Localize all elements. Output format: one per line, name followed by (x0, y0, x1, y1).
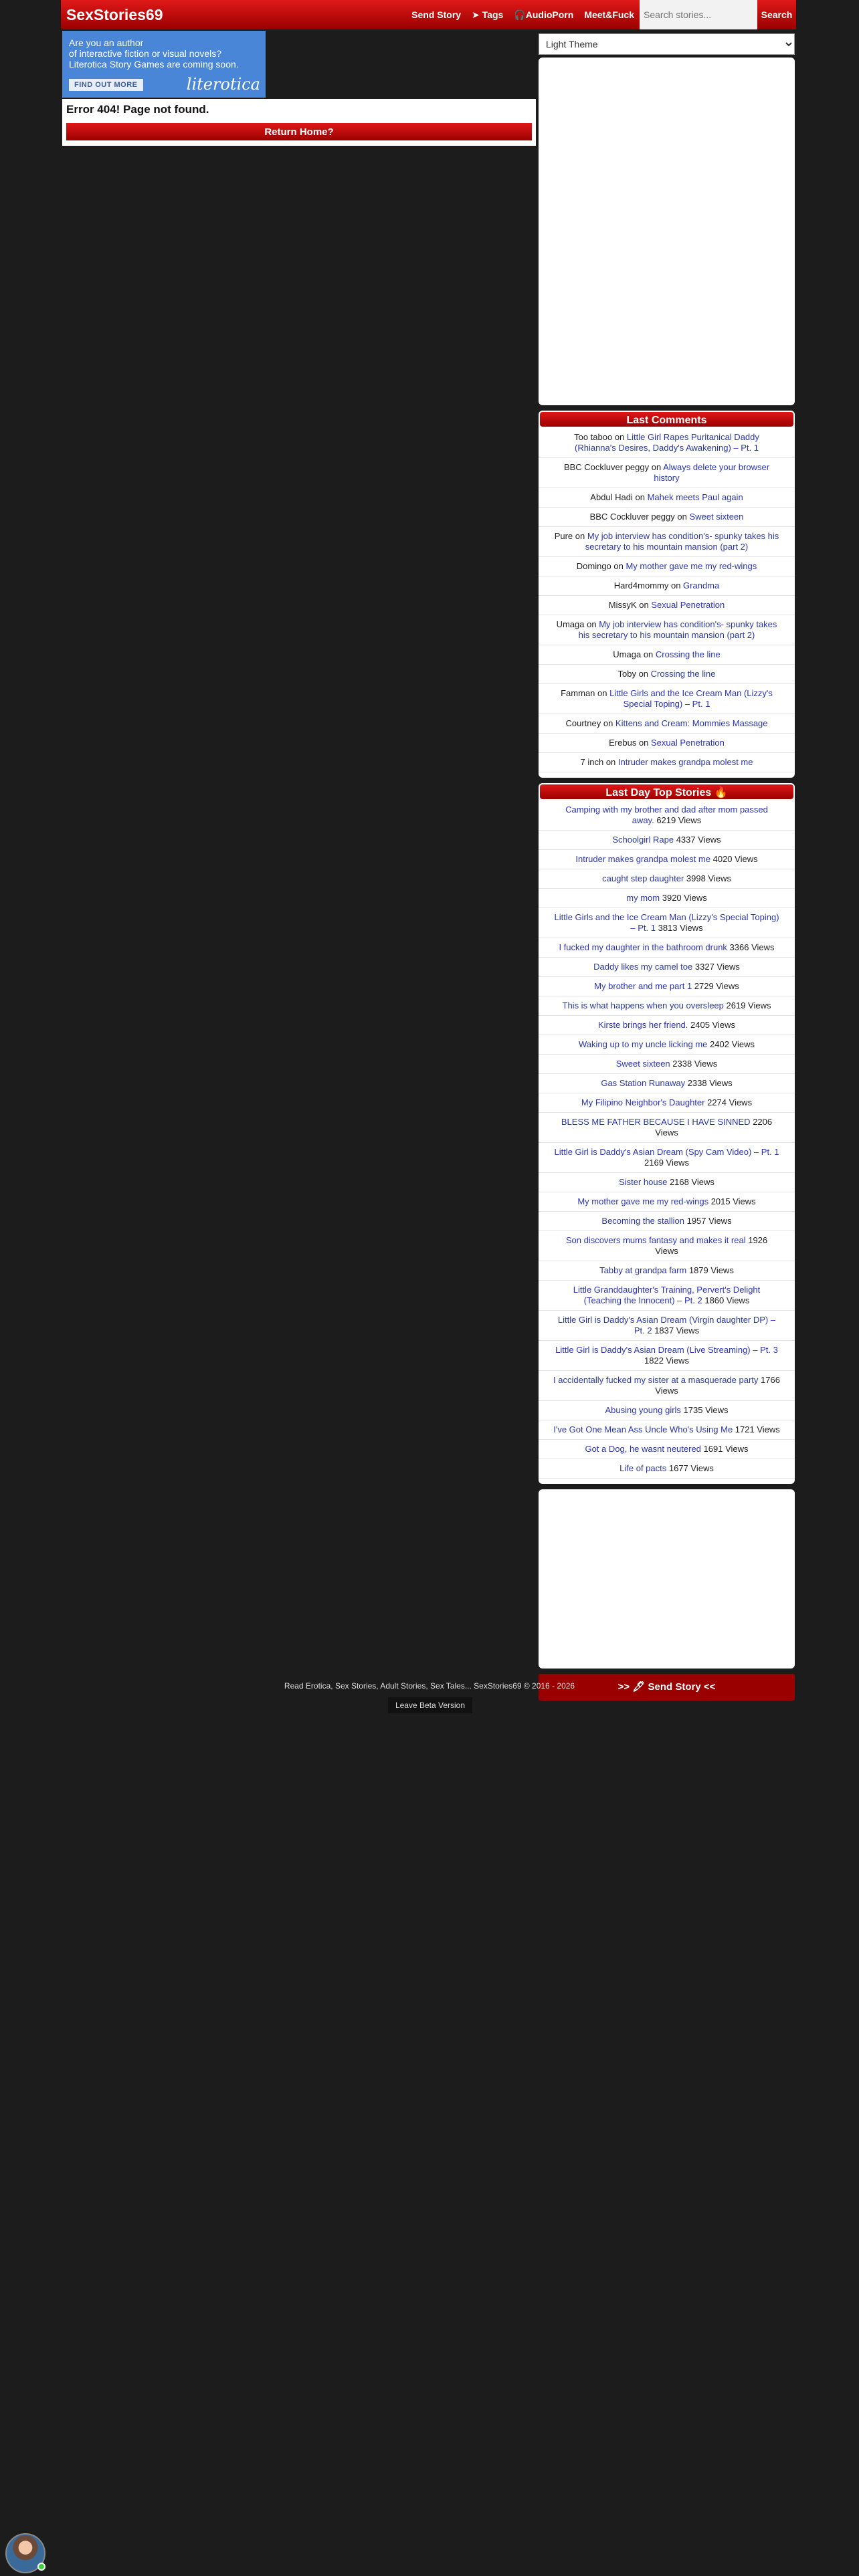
story-views: 1837 Views (652, 1325, 700, 1335)
comment-sep: on (641, 649, 656, 659)
story-row (539, 1055, 795, 1074)
story-row (539, 1311, 795, 1341)
comment-user: Courtney (565, 718, 601, 728)
comment-story-link[interactable]: Little Girl Rapes Puritanical Daddy (Rhianna's Desires, Daddy's Awakening) – Pt. 1 (575, 432, 759, 453)
story-views: 2402 Views (707, 1039, 755, 1049)
comment-user: BBC Cockluver peggy (563, 462, 650, 472)
comment-sep: on (601, 718, 615, 728)
story-link[interactable]: Sweet sixteen (615, 1059, 670, 1069)
nav-tags[interactable]: ➤ Tags (472, 9, 504, 20)
comment-row (539, 714, 795, 734)
comment-story-link[interactable]: Crossing the line (650, 669, 716, 679)
story-views: 3366 Views (727, 942, 775, 952)
story-row (539, 1143, 795, 1173)
comment-user: Toby (617, 669, 636, 679)
comment-sep: on (636, 738, 652, 748)
comment-user: Umaga (613, 649, 642, 659)
comment-row (539, 753, 795, 772)
comment-row (539, 684, 795, 714)
story-row (539, 850, 795, 869)
return-home-button[interactable]: Return Home? (66, 123, 532, 140)
leave-beta-button[interactable]: Leave Beta Version (388, 1697, 472, 1713)
site-header (61, 0, 796, 29)
comment-sep: on (636, 600, 652, 610)
story-link[interactable]: Gas Station Runaway (601, 1078, 686, 1088)
story-views: 2015 Views (708, 1196, 756, 1206)
story-link[interactable]: BLESS ME FATHER BECAUSE I HAVE SINNED (561, 1117, 751, 1127)
story-views: 3998 Views (684, 873, 731, 883)
comment-user: Hard4mommy (613, 580, 669, 591)
story-link[interactable]: My brother and me part 1 (594, 981, 692, 991)
story-link[interactable]: caught step daughter (602, 873, 684, 883)
nav-meet[interactable]: Meet&Fuck (584, 9, 634, 20)
top-stories-title: Last Day Top Stories 🔥 (539, 783, 795, 800)
story-views: 1957 Views (684, 1216, 732, 1226)
story-link[interactable]: Got a Dog, he wasnt neutered (585, 1444, 701, 1454)
comment-sep: on (636, 669, 651, 679)
comment-sep: on (595, 688, 610, 698)
story-views: 2619 Views (723, 1000, 771, 1010)
story-row (539, 1371, 795, 1401)
story-row (539, 1173, 795, 1192)
story-link[interactable]: Little Girl is Daddy's Asian Dream (Spy Cam Video) – Pt. 1 (554, 1147, 779, 1157)
story-link[interactable]: Intruder makes grandpa molest me (575, 854, 710, 864)
comment-sep: on (674, 512, 690, 522)
story-views: 1822 Views (644, 1356, 689, 1366)
comment-story-link[interactable]: Crossing the line (655, 649, 721, 659)
story-row (539, 800, 795, 831)
comment-row (539, 508, 795, 527)
online-status-icon (37, 2563, 45, 2571)
last-comments-panel (539, 411, 795, 778)
sidebar (539, 33, 795, 1701)
comment-sep: on (573, 531, 587, 541)
comment-user: Erebus (609, 738, 637, 748)
comment-user: BBC Cockluver peggy (589, 512, 675, 522)
story-row (539, 1261, 795, 1281)
comment-user: Pure (554, 531, 573, 541)
last-comments-title: Last Comments (539, 411, 795, 428)
send-story-button[interactable]: >> 🖋 Send Story << (539, 1674, 795, 1701)
comment-row (539, 596, 795, 615)
story-row (539, 1113, 795, 1143)
story-row (539, 1459, 795, 1479)
story-row (539, 1281, 795, 1311)
comment-user: MissyK (608, 600, 637, 610)
story-link[interactable]: Son discovers mums fantasy and makes it real (565, 1235, 746, 1245)
comment-story-link[interactable]: My job interview has condition's- spunky takes his secretary to his mountain mansion (part 2) (578, 619, 777, 640)
story-row (539, 1231, 795, 1261)
comment-row (539, 615, 795, 645)
story-views: 2405 Views (688, 1020, 735, 1030)
comment-sep: on (632, 492, 648, 502)
story-views: 1691 Views (700, 1444, 749, 1454)
sidebar-ad-slot-2 (539, 1489, 795, 1669)
story-row (539, 1035, 795, 1055)
story-link[interactable]: Little Girls and the Ice Cream Man (Lizzy's Special Toping) – Pt. 1 (554, 912, 779, 933)
comment-sep: on (612, 432, 627, 442)
comment-story-link[interactable]: Sexual Penetration (651, 738, 725, 748)
story-link[interactable]: My Filipino Neighbor's Daughter (581, 1097, 705, 1107)
story-views: 1766 Views (655, 1375, 780, 1396)
story-views: 4337 Views (674, 835, 721, 845)
top-stories-panel (539, 783, 795, 1484)
story-views: 4020 Views (710, 854, 758, 864)
comment-story-link[interactable]: Sexual Penetration (651, 600, 725, 610)
ad-line: of interactive fiction or visual novels? (69, 48, 221, 59)
error-message: Error 404! Page not found. (66, 103, 209, 116)
comment-story-link[interactable]: Little Girls and the Ice Cream Man (Lizzy's Special Toping) – Pt. 1 (609, 688, 773, 709)
story-row (539, 1016, 795, 1035)
comments-list (539, 428, 795, 772)
story-row (539, 1212, 795, 1231)
story-views: 3813 Views (655, 923, 703, 933)
story-link[interactable]: I accidentally fucked my sister at a masquerade party (553, 1375, 759, 1385)
comment-story-link[interactable]: My job interview has condition's- spunky takes his secretary to his mountain mansion (part 2) (585, 531, 779, 552)
comment-user: Umaga (556, 619, 585, 629)
comment-sep: on (584, 619, 599, 629)
comment-row (539, 458, 795, 488)
story-link[interactable]: Waking up to my uncle licking me (578, 1039, 708, 1049)
story-link[interactable]: Little Granddaughter's Training, Pervert's Delight (Teaching the Innocent) – Pt. 2 (573, 1285, 761, 1305)
story-row (539, 1192, 795, 1212)
story-views: 6219 Views (654, 815, 702, 825)
story-link[interactable]: Becoming the stallion (601, 1216, 684, 1226)
comment-story-link[interactable]: Grandma (683, 580, 720, 591)
comment-story-link[interactable]: My mother gave me my red-wings (626, 561, 757, 571)
comment-row (539, 527, 795, 557)
comment-row (539, 428, 795, 458)
comment-user: Domingo (576, 561, 611, 571)
story-views: 1677 Views (666, 1463, 714, 1473)
search-button[interactable]: Search (757, 0, 796, 29)
comment-user: Abdul Hadi (590, 492, 633, 502)
story-link[interactable]: Little Girl is Daddy's Asian Dream (Live Streaming) – Pt. 3 (555, 1345, 778, 1355)
comment-row (539, 734, 795, 753)
story-views: 2206 Views (655, 1117, 773, 1138)
story-link[interactable]: Sister house (619, 1177, 668, 1187)
story-row (539, 1440, 795, 1459)
ad-brand-logo: literotica (186, 75, 260, 94)
story-link[interactable]: Kirste brings her friend. (598, 1020, 688, 1030)
comment-user: Too taboo (574, 432, 613, 442)
story-views: 3920 Views (660, 893, 707, 903)
ad-banner[interactable] (62, 31, 266, 98)
story-row (539, 1093, 795, 1113)
story-row (539, 977, 795, 996)
story-row (539, 1074, 795, 1093)
story-views: 1721 Views (733, 1424, 780, 1434)
story-link[interactable]: My mother gave me my red-wings (577, 1196, 709, 1206)
comment-row (539, 557, 795, 576)
story-row (539, 908, 795, 938)
story-views: 1879 Views (686, 1265, 734, 1275)
nav-send-story[interactable]: Send Story (411, 9, 462, 20)
story-link[interactable]: Tabby at grandpa farm (599, 1265, 687, 1275)
story-link[interactable]: Daddy likes my camel toe (593, 962, 693, 972)
comment-row (539, 645, 795, 665)
story-views: 3327 Views (692, 962, 740, 972)
story-link[interactable]: I've Got One Mean Ass Uncle Who's Using Me (553, 1424, 733, 1434)
story-row (539, 1401, 795, 1420)
stories-list (539, 800, 795, 1479)
story-link[interactable]: Life of pacts (619, 1463, 667, 1473)
comment-story-link[interactable]: Kittens and Cream: Mommies Massage (615, 718, 768, 728)
comment-user: 7 inch (580, 757, 604, 767)
error-box (62, 99, 536, 146)
ad-line: Literotica Story Games are coming soon. (69, 59, 239, 70)
comment-sep: on (649, 462, 664, 472)
story-row (539, 938, 795, 958)
story-views: 2338 Views (685, 1078, 733, 1088)
site-logo[interactable]: SexStories69 (66, 6, 163, 23)
nav-audioporn[interactable]: 🎧AudioPorn (514, 9, 574, 20)
comment-row (539, 576, 795, 596)
story-views: 2729 Views (692, 981, 739, 991)
footer-text: Read Erotica, Sex Stories, Adult Stories, Sex Tales... SexStories69 © 2016 - 2026 (284, 1681, 575, 1691)
story-row (539, 1341, 795, 1371)
comment-story-link[interactable]: Always delete your browser history (654, 462, 770, 483)
comment-user: Famman (561, 688, 595, 698)
story-views: 2338 Views (670, 1059, 718, 1069)
comment-story-link[interactable]: Mahek meets Paul again (647, 492, 743, 502)
theme-select[interactable] (539, 33, 795, 55)
story-link[interactable]: This is what happens when you oversleep (562, 1000, 724, 1010)
story-views: 2168 Views (667, 1177, 714, 1187)
comment-story-link[interactable]: Sweet sixteen (689, 512, 744, 522)
story-row (539, 869, 795, 889)
story-views: 1860 Views (702, 1295, 750, 1305)
story-link[interactable]: Little Girl is Daddy's Asian Dream (Virgin daughter DP) – Pt. 2 (557, 1315, 776, 1335)
comment-row (539, 665, 795, 684)
story-views: 2274 Views (704, 1097, 753, 1107)
story-views: 1735 Views (680, 1405, 729, 1415)
comment-sep: on (668, 580, 684, 591)
story-link[interactable]: my mom (626, 893, 660, 903)
ad-cta-button[interactable]: FIND OUT MORE (69, 79, 143, 91)
ad-line: Are you an author (69, 37, 144, 48)
story-link[interactable]: Abusing young girls (605, 1405, 681, 1415)
story-row (539, 958, 795, 977)
comment-row (539, 488, 795, 508)
story-row (539, 889, 795, 908)
story-link[interactable]: Schoolgirl Rape (612, 835, 674, 845)
search-input[interactable] (640, 0, 757, 29)
story-row (539, 996, 795, 1016)
story-link[interactable]: I fucked my daughter in the bathroom drunk (559, 942, 727, 952)
story-link[interactable]: Camping with my brother and dad after mom passed away. (565, 804, 768, 825)
comment-story-link[interactable]: Intruder makes grandpa molest me (617, 757, 753, 767)
comment-sep: on (603, 757, 618, 767)
sidebar-ad-slot (539, 58, 795, 405)
story-views: 1926 Views (655, 1235, 768, 1256)
story-views: 2169 Views (644, 1158, 689, 1168)
story-row (539, 1420, 795, 1440)
comment-sep: on (611, 561, 626, 571)
story-row (539, 831, 795, 850)
